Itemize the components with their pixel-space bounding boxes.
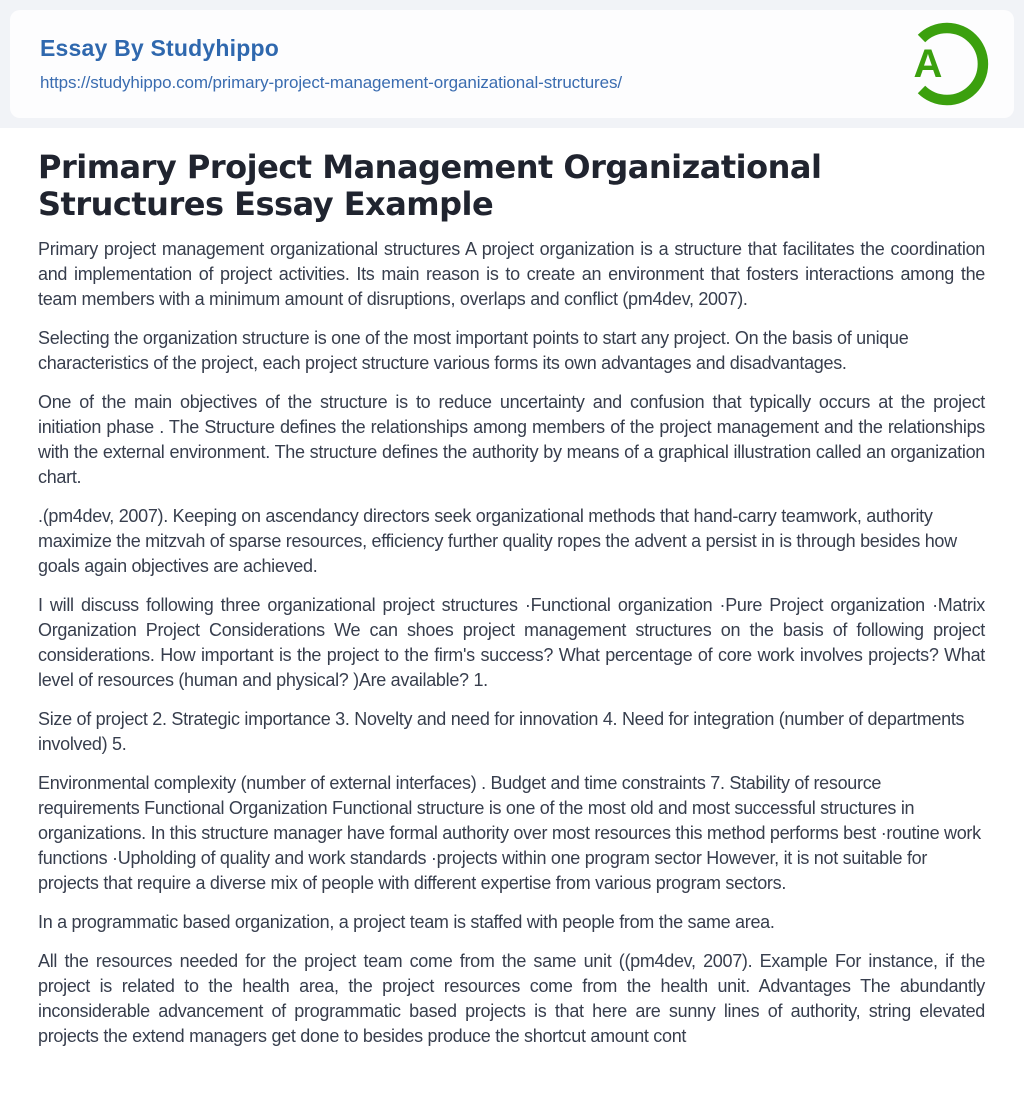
header-bar bbox=[0, 0, 1024, 128]
essay-paragraph: Environmental complexity (number of external interfaces) . Budget and time constraints 7. Stability of resource requirements Functional Organization Functional structure is one of the most old and most successful structures in organizations. In this structure manager have formal authority over most resources this method performs best ·routine work functions ·Upholding of quality and work standards ·projects within one program sector However, it is not suitable for projects that require a diverse mix of people with different expertise from various program sectors. bbox=[38, 773, 981, 893]
essay-url-link[interactable]: https://studyhippo.com/primary-project-management-organizational-structures/ bbox=[40, 73, 622, 92]
header-card bbox=[10, 10, 1014, 118]
site-label: Essay By Studyhippo bbox=[40, 35, 279, 61]
essay-paragraph: I will discuss following three organizational project structures ·Functional organization ·Pure Project organization ·Matrix Organization Project Considerations We can shoes project management structures on the basis of following project considerations. How important is the project to the firm's success? What percentage of core work involves projects? What level of resources (human and physical? )Are available? 1. bbox=[38, 595, 985, 690]
essay-paragraph: Size of project 2. Strategic importance 3. Novelty and need for innovation 4. Need for integration (number of departments involved) 5. bbox=[38, 709, 965, 754]
article-content bbox=[0, 149, 1024, 1049]
essay-paragraph: One of the main objectives of the structure is to reduce uncertainty and confusion that typically occurs at the project initiation phase . The Structure defines the relationships among members of the project management and the relationships with the external environment. The structure defines the authority by means of a graphical illustration called an organization chart. bbox=[38, 392, 985, 487]
essay-paragraph: All the resources needed for the project team come from the same unit ((pm4dev, 2007). Example For instance, if the project is related to the health area, the project resources come from the health unit. Advantages The abundantly inconsiderable advancement of programmatic based projects is that here are sunny lines of authority, string elevated projects the extend managers get done to besides produce the shortcut amount cont bbox=[38, 951, 985, 1046]
page-title: Primary Project Management Organizational Structures Essay Example bbox=[38, 148, 822, 223]
studyhippo-logo-icon bbox=[902, 19, 992, 109]
essay-paragraph: .(pm4dev, 2007). Keeping on ascendancy directors seek organizational methods that hand-carry teamwork, authority maximize the mitzvah of sparse resources, efficiency further quality ropes the advent a persist in is through besides how goals again objectives are achieved. bbox=[38, 506, 957, 576]
essay-paragraph: Primary project management organizational structures A project organization is a structure that facilitates the coordination and implementation of project activities. Its main reason is to create an environment that fosters interactions among the team members with a minimum amount of disruptions, overlaps and conflict (pm4dev, 2007). bbox=[38, 239, 985, 309]
logo-letter: A bbox=[913, 42, 943, 86]
essay-paragraph: Selecting the organization structure is one of the most important points to start any project. On the basis of unique characteristics of the project, each project structure various forms its own advantages and disadvantages. bbox=[38, 328, 909, 373]
essay-paragraph: In a programmatic based organization, a project team is staffed with people from the same area. bbox=[38, 912, 775, 932]
